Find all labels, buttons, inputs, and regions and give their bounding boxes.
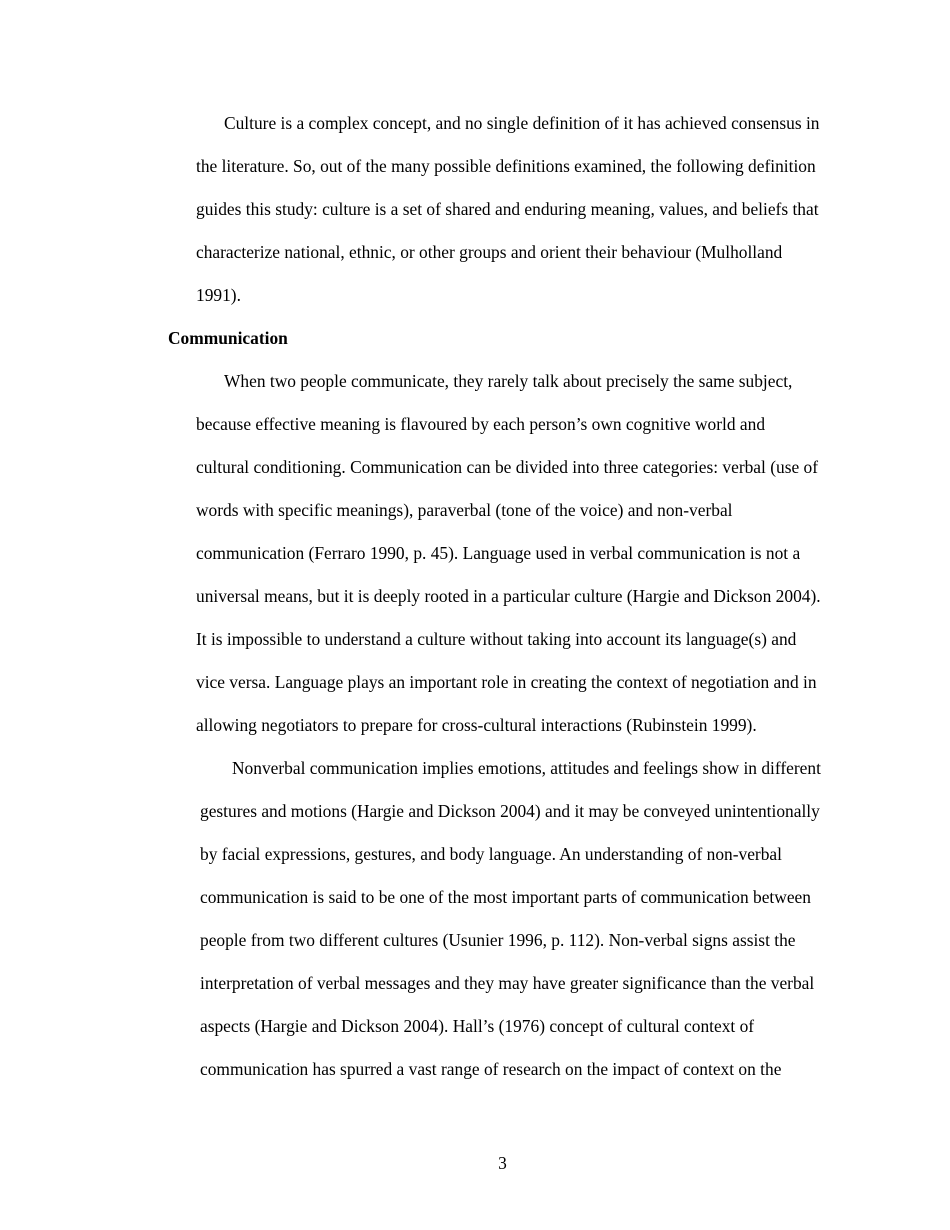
text-line: words with specific meanings), paraverbal (tone of the voice) and non-verbal: [196, 500, 733, 520]
text-line: aspects (Hargie and Dickson 2004). Hall’s (1976) concept of cultural context of: [200, 1016, 755, 1036]
text-line: by facial expressions, gestures, and body language. An understanding of non-verbal: [200, 844, 782, 864]
text-line: When two people communicate, they rarely talk about precisely the same subject,: [224, 371, 793, 391]
page-number: 3: [498, 1153, 507, 1173]
text-line: 1991).: [196, 285, 241, 305]
text-line: guides this study: culture is a set of shared and enduring meaning, values, and beliefs that: [196, 199, 819, 219]
text-line: gestures and motions (Hargie and Dickson 2004) and it may be conveyed unintentionally: [200, 801, 820, 821]
paragraph-communication: [168, 360, 848, 747]
text-line: characterize national, ethnic, or other groups and orient their behaviour (Mulholland: [196, 242, 783, 262]
text-line: communication has spurred a vast range of research on the impact of context on the: [200, 1059, 782, 1079]
text-line: vice versa. Language plays an important role in creating the context of negotiation and in: [196, 672, 817, 692]
text-line: the literature. So, out of the many possible definitions examined, the following definition: [196, 156, 816, 176]
paragraph-nonverbal-communication: [168, 747, 848, 1091]
text-line: universal means, but it is deeply rooted in a particular culture (Hargie and Dickson 2004).: [196, 586, 821, 606]
text-line: communication (Ferraro 1990, p. 45). Language used in verbal communication is not a: [196, 543, 801, 563]
section-heading-communication: Communication: [168, 328, 288, 348]
text-line: interpretation of verbal messages and they may have greater significance than the verbal: [200, 973, 815, 993]
text-line: Culture is a complex concept, and no single definition of it has achieved consensus in: [224, 113, 820, 133]
text-line: communication is said to be one of the most important parts of communication between: [200, 887, 811, 907]
text-line: cultural conditioning. Communication can be divided into three categories: verbal (use of: [196, 457, 819, 477]
document-page: [168, 102, 848, 1091]
text-line: allowing negotiators to prepare for cross-cultural interactions (Rubinstein 1999).: [196, 715, 757, 735]
text-line: It is impossible to understand a culture without taking into account its language(s) and: [196, 629, 797, 649]
text-line: people from two different cultures (Usunier 1996, p. 112). Non-verbal signs assist the: [200, 930, 796, 950]
paragraph-culture-definition: [168, 102, 848, 317]
text-line: Nonverbal communication implies emotions, attitudes and feelings show in different: [232, 758, 821, 778]
text-line: because effective meaning is flavoured by each person’s own cognitive world and: [196, 414, 766, 434]
